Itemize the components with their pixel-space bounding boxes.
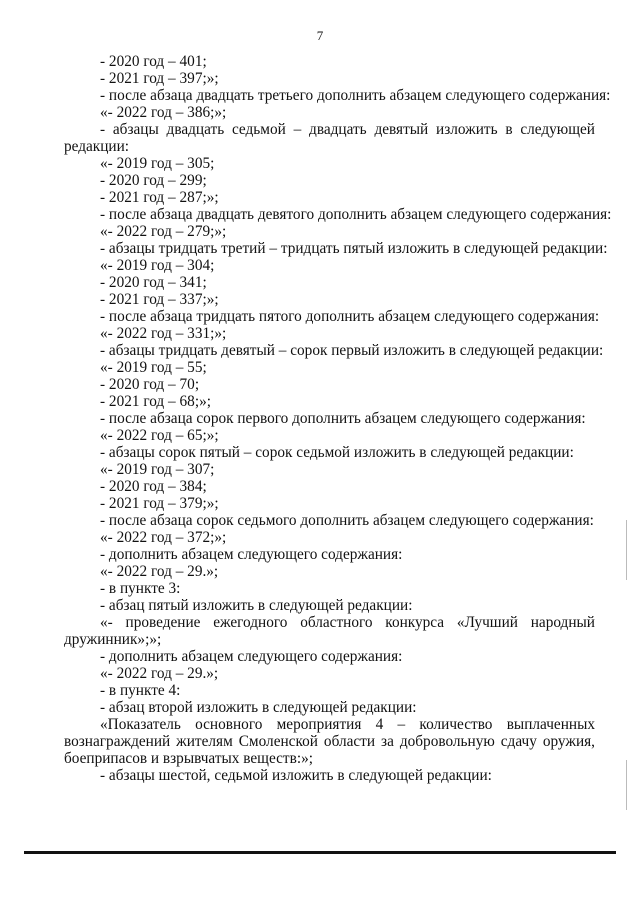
text-line: - дополнить абзацем следующего содержания: xyxy=(100,648,403,665)
text-line: «- 2022 год – 386;»; xyxy=(100,104,227,121)
text-line: - абзацы тридцать девятый – сорок первый изложить в следующей редакции: xyxy=(100,342,604,359)
text-line: - после абзаца двадцать девятого дополнить абзацем следующего содержания: xyxy=(100,206,612,223)
text-line: - в пункте 4: xyxy=(100,682,181,699)
document-body xyxy=(64,53,612,784)
text-line: - после абзаца тридцать пятого дополнить абзацем следующего содержания: xyxy=(100,308,600,325)
text-line: «- 2019 год – 305; xyxy=(100,155,215,172)
text-line: «- 2022 год – 331;»; xyxy=(100,325,227,342)
text-line: - 2021 год – 337;»; xyxy=(100,291,219,308)
text-line: - дополнить абзацем следующего содержания: xyxy=(100,546,403,563)
text-line: - 2020 год – 70; xyxy=(100,376,200,393)
text-line: «- 2022 год – 372;»; xyxy=(100,529,227,546)
text-line: - абзацы двадцать седьмой – двадцать девятый изложить в следующей редакции: xyxy=(64,121,595,155)
text-line: - абзац пятый изложить в следующей редакции: xyxy=(100,597,413,614)
text-line: - 2020 год – 384; xyxy=(100,478,207,495)
scan-artifact xyxy=(626,760,627,810)
text-line: «- 2019 год – 55; xyxy=(100,359,207,376)
text-line: - абзацы тридцать третий – тридцать пятый изложить в следующей редакции: xyxy=(100,240,608,257)
text-line: - абзац второй изложить в следующей редакции: xyxy=(100,699,417,716)
text-line: «- 2022 год – 29.»; xyxy=(100,563,219,580)
scan-artifact xyxy=(626,520,627,580)
text-line: - 2021 год – 68;»; xyxy=(100,393,211,410)
text-line: «- 2019 год – 307; xyxy=(100,461,215,478)
text-line: - 2021 год – 287;»; xyxy=(100,189,219,206)
text-line: - после абзаца сорок первого дополнить абзацем следующего содержания: xyxy=(100,410,586,427)
text-line: «- 2022 год – 279;»; xyxy=(100,223,227,240)
text-line: - 2020 год – 299; xyxy=(100,172,207,189)
text-line: - 2021 год – 379;»; xyxy=(100,495,219,512)
text-line: «- проведение ежегодного областного конкурса «Лучший народный дружинник»;»; xyxy=(64,614,595,648)
text-line: - 2021 год – 397;»; xyxy=(100,70,219,87)
text-line: «- 2019 год – 304; xyxy=(100,257,215,274)
text-line: - абзацы шестой, седьмой изложить в следующей редакции: xyxy=(100,767,492,784)
text-line: - абзацы сорок пятый – сорок седьмой изложить в следующей редакции: xyxy=(100,444,574,461)
text-line: - после абзаца двадцать третьего дополнить абзацем следующего содержания: xyxy=(100,87,611,104)
text-line: «- 2022 год – 65;»; xyxy=(100,427,219,444)
text-line: «Показатель основного мероприятия 4 – количество выплаченных вознаграждений жителям Смоленской области за добровольную сдачу оружия, боеприпасов и взрывчатых веществ:»; xyxy=(64,716,595,767)
text-line: - после абзаца сорок седьмого дополнить абзацем следующего содержания: xyxy=(100,512,594,529)
page-number: 7 xyxy=(316,28,324,43)
footer-rule xyxy=(24,851,616,854)
text-line: - 2020 год – 341; xyxy=(100,274,207,291)
text-line: «- 2022 год – 29.»; xyxy=(100,665,219,682)
text-line: - в пункте 3: xyxy=(100,580,181,597)
text-line: - 2020 год – 401; xyxy=(100,53,207,70)
